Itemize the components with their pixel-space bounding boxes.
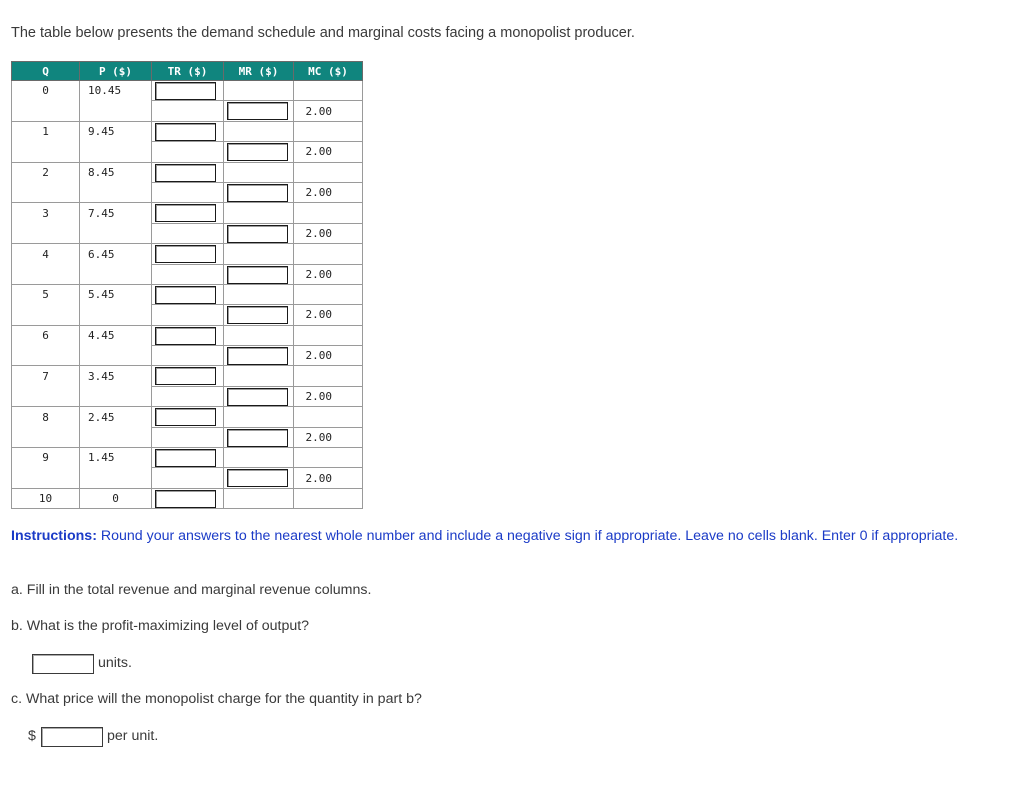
mr-blank-cell <box>224 121 294 141</box>
table-row-marginal <box>12 468 363 488</box>
mr-input[interactable] <box>227 266 288 284</box>
q-cell: 9 <box>12 448 80 468</box>
tr-input[interactable] <box>155 123 216 141</box>
tr-blank-cell <box>152 468 224 488</box>
mr-blank-cell <box>224 244 294 264</box>
table-row-marginal <box>12 305 363 325</box>
tr-cell <box>152 488 224 508</box>
tr-input[interactable] <box>155 204 216 222</box>
mr-blank-cell <box>224 203 294 223</box>
tr-cell <box>152 407 224 427</box>
p-blank-cell <box>80 386 152 406</box>
mr-input[interactable] <box>227 225 288 243</box>
mr-cell <box>224 142 294 162</box>
question-a: a. Fill in the total revenue and marginal revenue columns. <box>11 582 372 598</box>
tr-cell <box>152 366 224 386</box>
table-row <box>12 162 363 182</box>
mr-input[interactable] <box>227 184 288 202</box>
mr-blank-cell <box>224 284 294 304</box>
table-row-marginal <box>12 346 363 366</box>
mc-cell: 2.00 <box>294 101 363 121</box>
dollar-sign: $ <box>28 728 36 744</box>
tr-blank-cell <box>152 142 224 162</box>
tr-blank-cell <box>152 101 224 121</box>
p-cell: 6.45 <box>80 244 152 264</box>
mc-blank-cell <box>294 325 363 345</box>
table-row <box>12 325 363 345</box>
mc-blank-cell <box>294 203 363 223</box>
tr-blank-cell <box>152 223 224 243</box>
table-row <box>12 407 363 427</box>
mr-blank-cell <box>224 325 294 345</box>
mc-blank-cell <box>294 244 363 264</box>
question-c: c. What price will the monopolist charge for the quantity in part b? <box>11 691 422 707</box>
q-blank-cell <box>12 427 80 447</box>
question-b: b. What is the profit-maximizing level of output? <box>11 618 310 634</box>
p-blank-cell <box>80 223 152 243</box>
tr-input[interactable] <box>155 327 216 345</box>
mc-blank-cell <box>294 81 363 101</box>
table-row-marginal <box>12 386 363 406</box>
header-mr: MR ($) <box>224 62 294 81</box>
header-p: P ($) <box>80 62 152 81</box>
mc-blank-cell <box>294 407 363 427</box>
p-blank-cell <box>80 142 152 162</box>
q-cell: 5 <box>12 284 80 304</box>
p-blank-cell <box>80 468 152 488</box>
tr-blank-cell <box>152 427 224 447</box>
q-cell: 7 <box>12 366 80 386</box>
p-blank-cell <box>80 182 152 202</box>
mc-cell: 2.00 <box>294 305 363 325</box>
tr-blank-cell <box>152 182 224 202</box>
q-blank-cell <box>12 264 80 284</box>
mr-blank-cell <box>224 81 294 101</box>
tr-cell <box>152 325 224 345</box>
mc-cell: 2.00 <box>294 182 363 202</box>
table-row-marginal <box>12 142 363 162</box>
mr-cell <box>224 346 294 366</box>
output-unit-label: units. <box>98 655 132 671</box>
instructions <box>11 527 961 545</box>
mr-blank-cell <box>224 448 294 468</box>
mr-input[interactable] <box>227 469 288 487</box>
tr-cell <box>152 162 224 182</box>
table-row <box>12 244 363 264</box>
mr-cell <box>224 468 294 488</box>
table-row <box>12 366 363 386</box>
mc-cell: 2.00 <box>294 346 363 366</box>
mr-input[interactable] <box>227 102 288 120</box>
mr-blank-cell <box>224 407 294 427</box>
header-q: Q <box>12 62 80 81</box>
mr-input[interactable] <box>227 306 288 324</box>
table-body <box>12 81 363 509</box>
q-blank-cell <box>12 386 80 406</box>
instructions-label: Instructions: <box>11 528 97 544</box>
intro-text: The table below presents the demand schedule and marginal costs facing a monopolist producer. <box>11 25 635 41</box>
tr-blank-cell <box>152 386 224 406</box>
table-row-marginal <box>12 427 363 447</box>
mc-blank-cell <box>294 121 363 141</box>
p-blank-cell <box>80 101 152 121</box>
tr-input[interactable] <box>155 449 216 467</box>
mr-blank-cell <box>224 162 294 182</box>
tr-input[interactable] <box>155 490 216 508</box>
p-cell: 10.45 <box>80 81 152 101</box>
instructions-text: Round your answers to the nearest whole number and include a negative sign if appropriate. Leave no cells blank. Enter 0 if appropriate. <box>96 528 959 544</box>
q-cell: 2 <box>12 162 80 182</box>
mr-cell <box>224 386 294 406</box>
q-blank-cell <box>12 223 80 243</box>
q-cell: 8 <box>12 407 80 427</box>
mr-cell <box>224 305 294 325</box>
table-row <box>12 488 363 508</box>
table-row <box>12 81 363 101</box>
mc-cell: 2.00 <box>294 386 363 406</box>
tr-blank-cell <box>152 305 224 325</box>
mr-cell <box>224 101 294 121</box>
mr-input[interactable] <box>227 347 288 365</box>
mr-cell <box>224 223 294 243</box>
tr-blank-cell <box>152 264 224 284</box>
header-mc: MC ($) <box>294 62 363 81</box>
mc-blank-cell <box>294 488 363 508</box>
table-row-marginal <box>12 264 363 284</box>
p-cell: 2.45 <box>80 407 152 427</box>
demand-schedule-table <box>11 61 363 509</box>
p-blank-cell <box>80 305 152 325</box>
p-cell: 3.45 <box>80 366 152 386</box>
tr-cell <box>152 81 224 101</box>
q-blank-cell <box>12 142 80 162</box>
price-answer-input[interactable] <box>41 727 103 747</box>
header-tr: TR ($) <box>152 62 224 81</box>
q-blank-cell <box>12 346 80 366</box>
mr-cell <box>224 182 294 202</box>
tr-cell <box>152 244 224 264</box>
p-cell: 1.45 <box>80 448 152 468</box>
tr-cell <box>152 121 224 141</box>
mc-cell: 2.00 <box>294 223 363 243</box>
p-blank-cell <box>80 346 152 366</box>
tr-cell <box>152 203 224 223</box>
mr-blank-cell <box>224 366 294 386</box>
mr-input[interactable] <box>227 429 288 447</box>
tr-input[interactable] <box>155 408 216 426</box>
mr-input[interactable] <box>227 143 288 161</box>
tr-input[interactable] <box>155 82 216 100</box>
table-row-marginal <box>12 223 363 243</box>
p-blank-cell <box>80 264 152 284</box>
mc-blank-cell <box>294 448 363 468</box>
mc-cell: 2.00 <box>294 427 363 447</box>
tr-cell <box>152 284 224 304</box>
p-cell: 8.45 <box>80 162 152 182</box>
q-blank-cell <box>12 305 80 325</box>
mc-blank-cell <box>294 284 363 304</box>
q-cell: 0 <box>12 81 80 101</box>
tr-input[interactable] <box>155 286 216 304</box>
p-cell: 7.45 <box>80 203 152 223</box>
table-row <box>12 284 363 304</box>
q-cell: 1 <box>12 121 80 141</box>
tr-input[interactable] <box>155 245 216 263</box>
p-blank-cell <box>80 427 152 447</box>
table-row <box>12 448 363 468</box>
table-row-marginal <box>12 182 363 202</box>
price-unit-label: per unit. <box>107 728 159 744</box>
tr-blank-cell <box>152 346 224 366</box>
p-cell: 9.45 <box>80 121 152 141</box>
q-cell: 3 <box>12 203 80 223</box>
mr-input[interactable] <box>227 388 288 406</box>
mc-cell: 2.00 <box>294 142 363 162</box>
mr-blank-cell <box>224 488 294 508</box>
table-row-marginal <box>12 101 363 121</box>
tr-input[interactable] <box>155 367 216 385</box>
mr-cell <box>224 264 294 284</box>
table-row <box>12 203 363 223</box>
mc-cell: 2.00 <box>294 468 363 488</box>
mr-cell <box>224 427 294 447</box>
q-blank-cell <box>12 468 80 488</box>
q-blank-cell <box>12 182 80 202</box>
q-cell: 4 <box>12 244 80 264</box>
q-cell: 6 <box>12 325 80 345</box>
mc-cell: 2.00 <box>294 264 363 284</box>
q-cell: 10 <box>12 488 80 508</box>
table-row <box>12 121 363 141</box>
mc-blank-cell <box>294 162 363 182</box>
p-cell: 5.45 <box>80 284 152 304</box>
tr-input[interactable] <box>155 164 216 182</box>
mc-blank-cell <box>294 366 363 386</box>
tr-cell <box>152 448 224 468</box>
p-cell: 0 <box>80 488 152 508</box>
p-cell: 4.45 <box>80 325 152 345</box>
table-header-row <box>12 62 363 81</box>
output-answer-input[interactable] <box>32 654 94 674</box>
q-blank-cell <box>12 101 80 121</box>
